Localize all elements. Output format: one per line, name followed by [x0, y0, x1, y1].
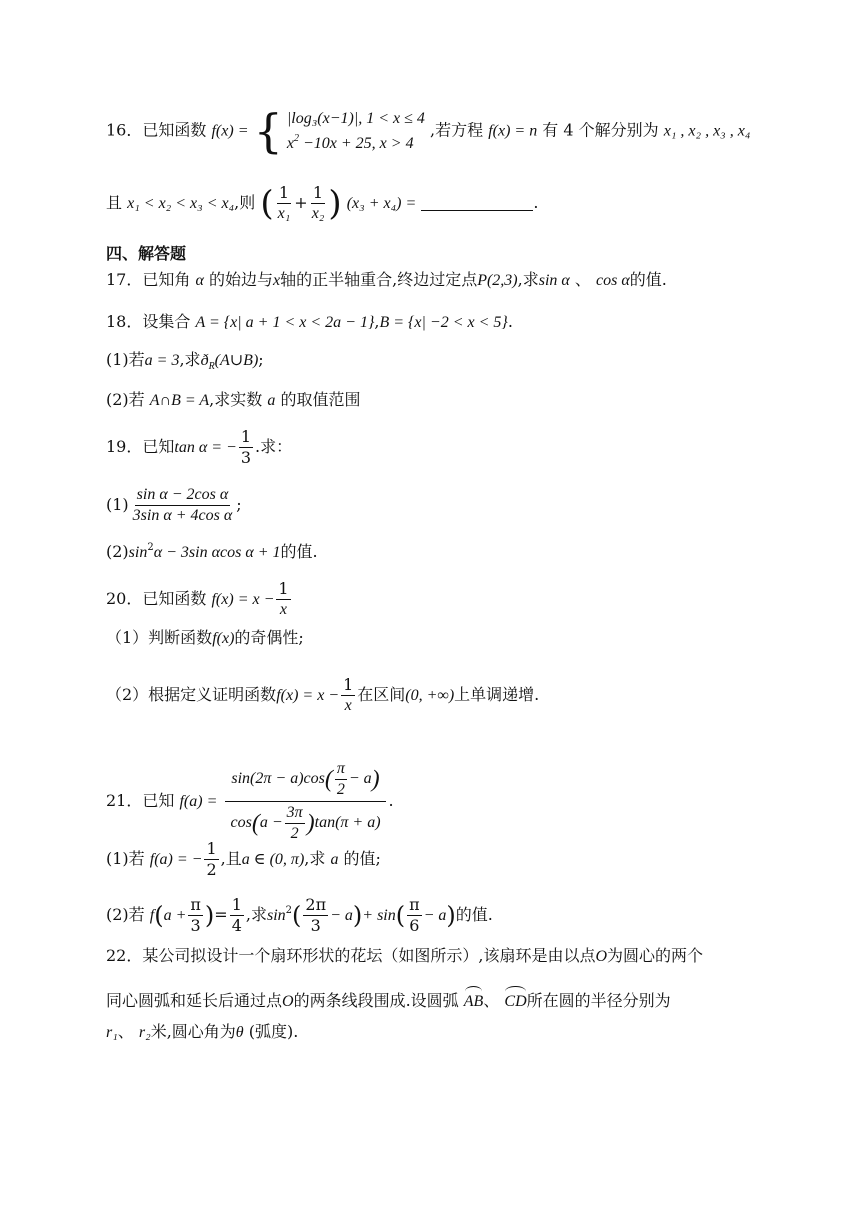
- arc-CD: CD: [504, 984, 526, 1012]
- q16-fx: f(x) =: [211, 122, 249, 140]
- q21-part2: (2)若 f(a + $\frac{\pi}{3}$ )= $\frac{1}{4}$ ,求$\sin^2$( $\frac{2\pi}{3}$ − a)+ sin( $\frac{\pi}{6}$ − a)的值.: [106, 895, 493, 935]
- q21: 21．已知 f(a) = sin(2π − a)cos( $\frac{\pi}{2}$ − a) cos(a − $\frac{3\pi}{2}$ )tan(π + a) .: [106, 758, 394, 845]
- arc-AB: AB: [464, 984, 484, 1012]
- q18-part1: (1)若a = 3,求$ð_R(A\cup B)$;: [106, 350, 264, 372]
- q22-line2: 同心圆弧和延长后通过点O的两条线段围成.设圆弧 AB、 CD所在圆的半径分别为: [106, 984, 671, 1012]
- q19-part2: $(2)\sin^2\alpha - 3\sin$ αcos α + 1的值.: [106, 542, 318, 561]
- q19-part1: (1) $\frac{\text{sin α − 2cos α}}{\text{3sin α + 4cos α}}$ ;: [106, 486, 242, 524]
- q21-main-fraction: sin(2π − a)cos( $\frac{\pi}{2}$ − a) cos(a − $\frac{3\pi}{2}$ )tan(π + a): [224, 758, 386, 845]
- answer-blank[interactable]: [421, 196, 533, 211]
- q16-number: 16．: [106, 120, 143, 140]
- q16-line1: 16．已知函数 f(x) = { |log₃(x−1)|, 1 < x ≤ 4 $x^2 -10x + 25$, x > 4 ,若方程 f(x) = n 有 4 个解分别为 x₁ , x₂ , x₃ , x₄: [106, 104, 751, 158]
- frac-1-x1: $\frac{1}{\text{x₁}}$: [277, 183, 291, 222]
- q20-part1: （1）判断函数f(x)的奇偶性;: [106, 628, 304, 647]
- q22-line1: 22．某公司拟设计一个扇环形状的花坛（如图所示）,该扇环是由以点O为圆心的两个: [106, 946, 704, 965]
- q17: 17．已知角 α 的始边与x轴的正半轴重合,终边过定点P(2,3),求sin α 、 cos α的值.: [106, 270, 667, 289]
- brace: {: [253, 104, 283, 158]
- q19: 19．已知tan α = − $\frac{1}{3}$ .求：: [106, 427, 293, 467]
- frac-1-x2: $\frac{1}{\text{x₂}}$: [311, 183, 325, 222]
- q22-line3: r₁、 r₂米,圆心角为θ (弧度).: [106, 1022, 299, 1041]
- piecewise-cases: |log₃(x−1)|, 1 < x ≤ 4 $x^2 -10x + 25$, x > 4: [286, 109, 425, 152]
- q18: 18．设集合 A = {x| a + 1 < x < 2a − 1},B = {x| −2 < x < 5}.: [106, 312, 513, 331]
- q21-part1: (1)若 f(a) = − $\frac{1}{2}$ ,且a ∈ (0, π),求 a 的值;: [106, 839, 381, 879]
- q20-part2: （2）根据定义证明函数f(x) = x − $\frac{1}{x}$ 在区间(0, +∞)上单调递增.: [106, 675, 540, 714]
- q18-part2: (2)若 A∩B = A,求实数 a 的取值范围: [106, 390, 361, 409]
- q16-line2: 且 x₁ < x₂ < x₃ < x₄,则 ( $\frac{1}{\text{x₁}}$ + $\frac{1}{\text{x₂}}$ ) (x₃ + x₄) = .: [106, 183, 539, 224]
- section-heading: 四、解答题: [106, 244, 187, 263]
- q20: 20．已知函数 f(x) = x − $\frac{1}{x}$: [106, 579, 289, 618]
